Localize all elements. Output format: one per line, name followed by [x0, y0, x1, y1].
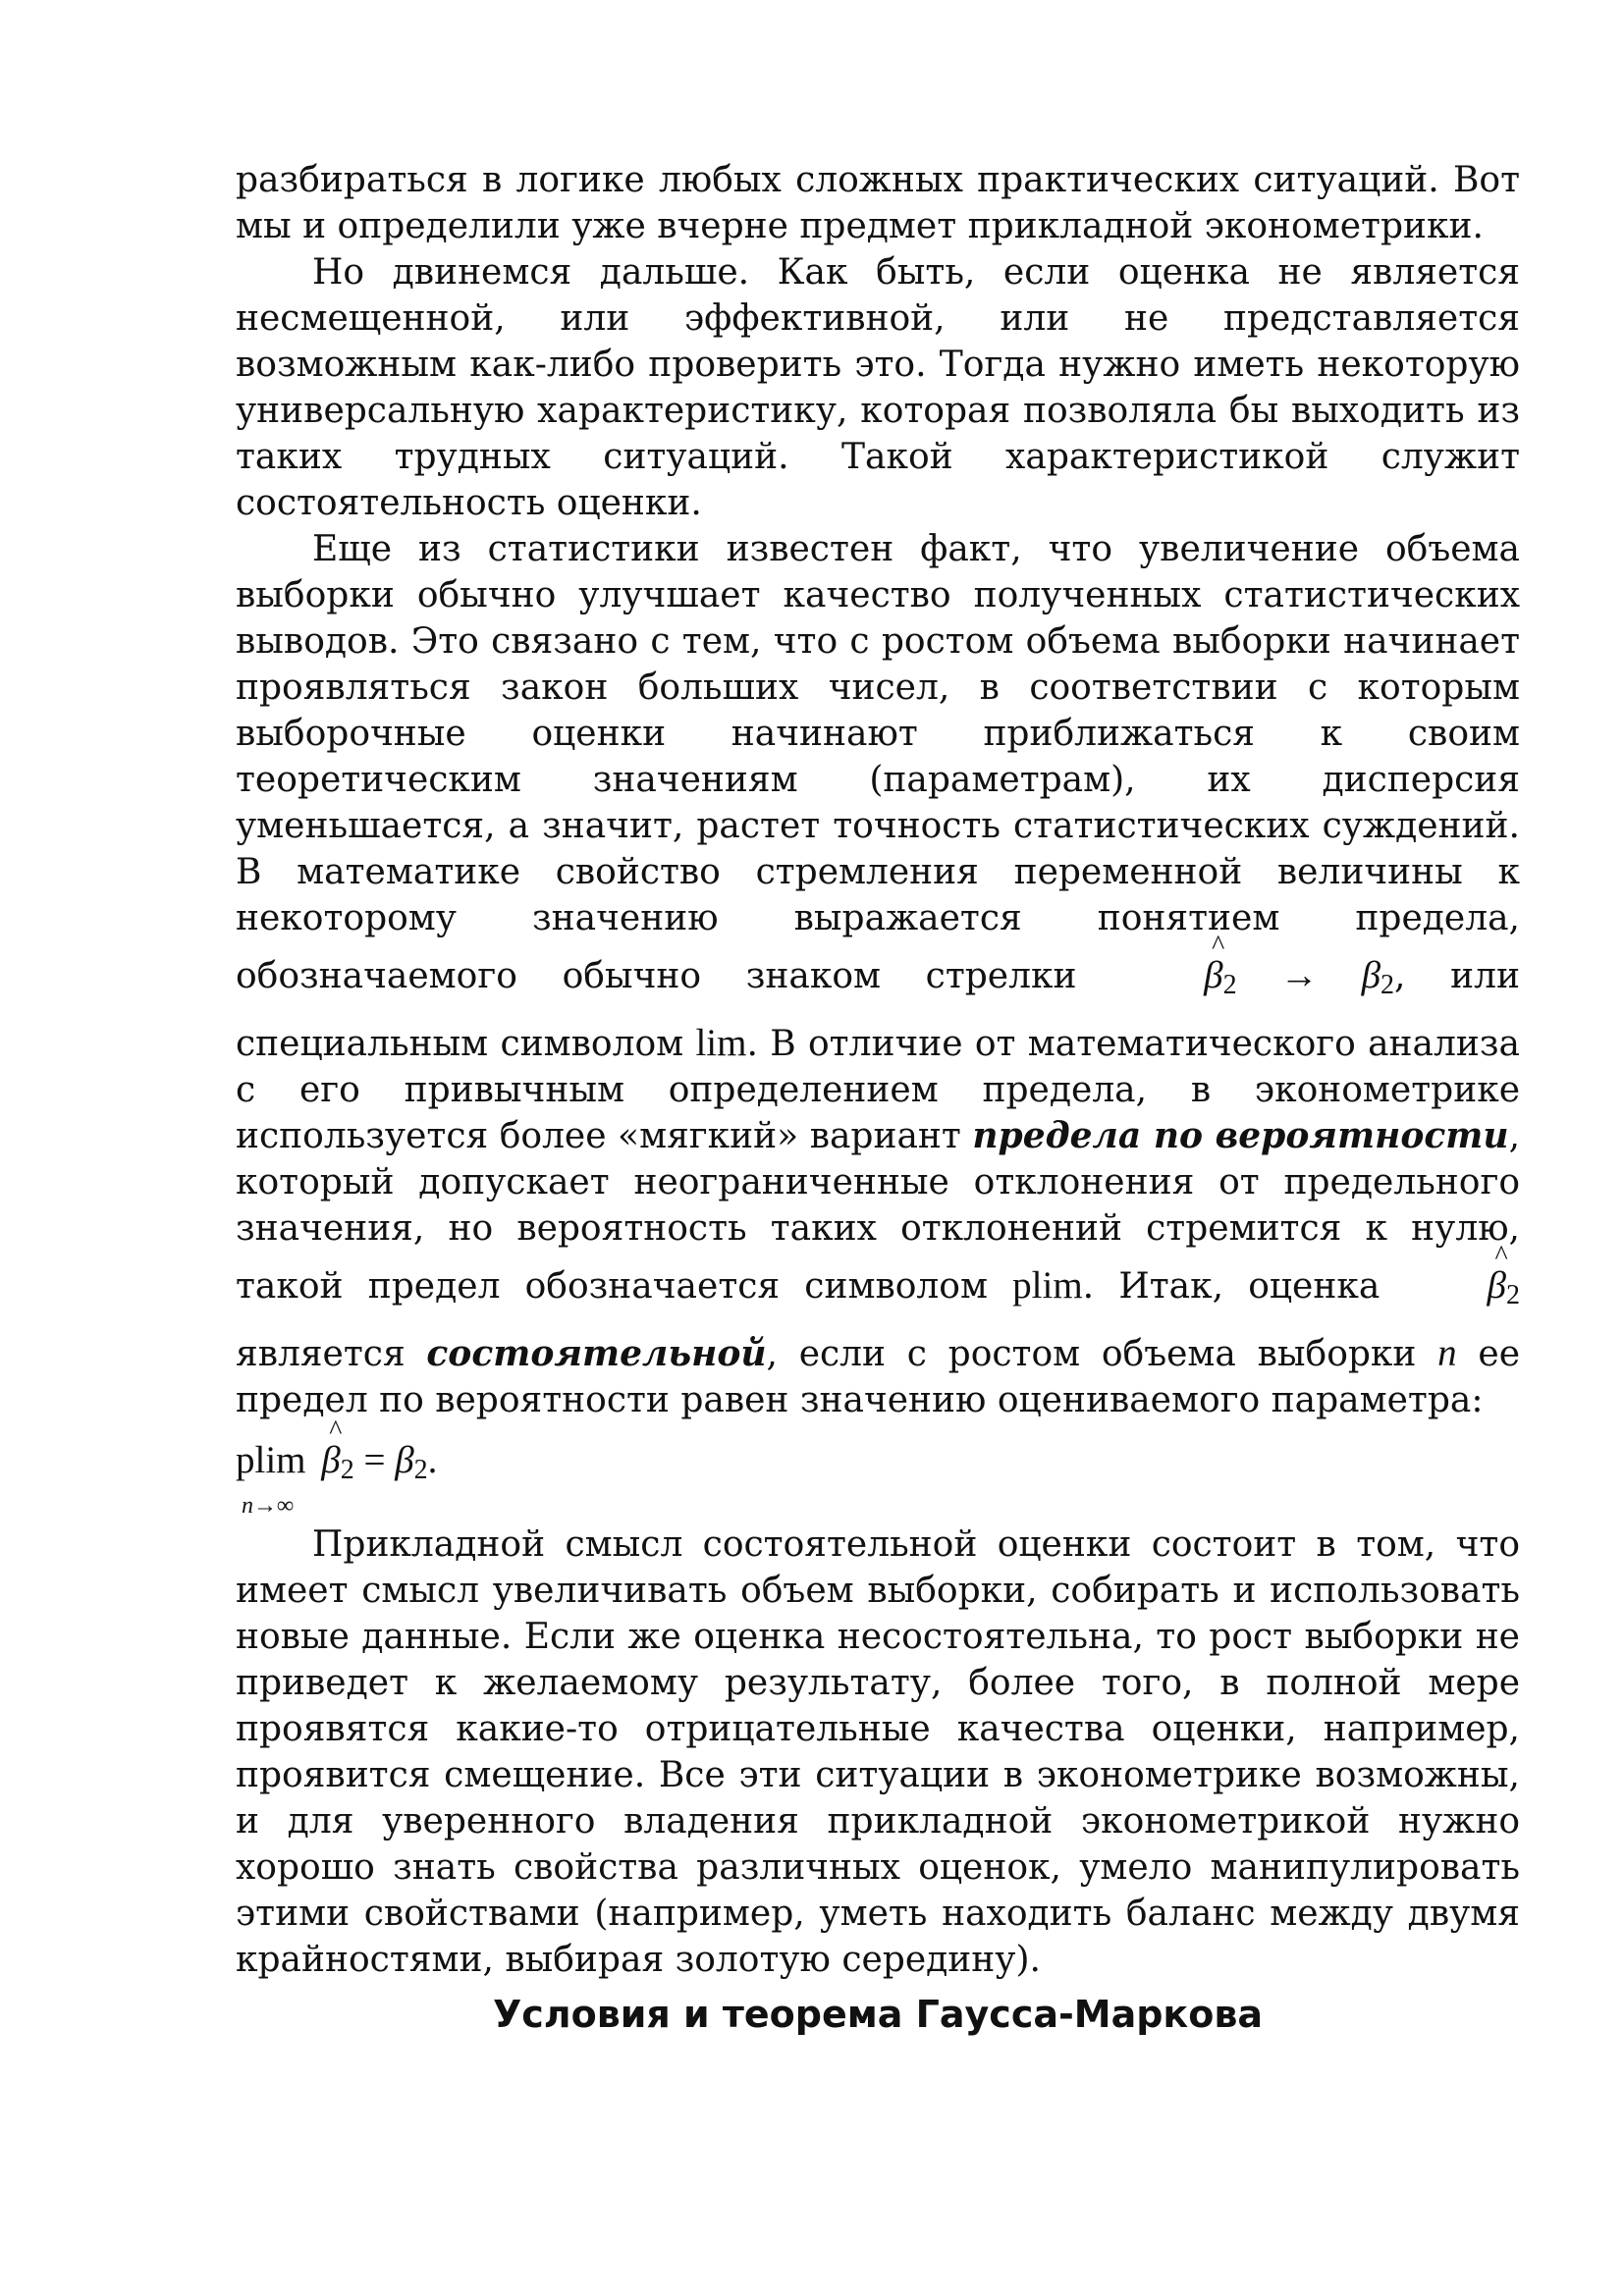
paragraph-4: Прикладной смысл состоятельной оценки состоит в том, что имеет смысл увеличивать объем выборки, собирать и использовать новые данные. Если же оценка несостоятельна, то рост выборки не приведет к желаемому результату, более того, в полной мере проявятся какие-то отрицательные качества оценки, например, проявится смещение. Все эти ситуации в эконометрике возможны, и для уверенного владения прикладной эконометрикой нужно хорошо знать свойства различных оценок, умело манипулировать этими свойствами (например, уметь находить баланс между двумя крайностями, выбирая золотую середину).: [236, 1524, 1520, 1980]
formula-beta-hat-arrow: ^ β2 → β2: [1204, 931, 1395, 1000]
paragraph-3: [236, 526, 1520, 1423]
paragraph-3-text-g: , если с ростом объема выборки: [766, 1334, 1417, 1374]
formula-limit-subscript: n→∞: [242, 1493, 295, 1519]
term-consistent: состоятельной: [426, 1333, 767, 1374]
formula-plim: plim: [1012, 1264, 1083, 1307]
document-body: [236, 157, 1520, 1983]
formula-n: n: [1437, 1332, 1457, 1374]
formula-plim-block: plim ^ β2 = β2. n→∞: [236, 1423, 1520, 1522]
formula-plim-label: plim: [236, 1439, 306, 1481]
formula-beta-hat: ^ β2: [1487, 1241, 1520, 1310]
section-heading: Условия и теорема Гаусса-Маркова: [492, 1993, 1264, 2036]
term-probability-limit: предела по вероятности: [972, 1115, 1509, 1156]
paragraph-3-text-d: , который допускает неограниченные отклонения от предельного значения, но вероятность таких отклонений стремится к нулю, такой предел обозначается символом: [236, 1116, 1521, 1307]
paragraph-1: разбираться в логике любых сложных практических ситуаций. Вот мы и определили уже вчерне предмет прикладной эконометрики.: [236, 160, 1520, 246]
formula-lim: lim: [695, 1022, 747, 1064]
paragraph-3-text-h: ее предел по вероятности равен значению оцениваемого параметра:: [236, 1334, 1520, 1420]
paragraph-3-text-c: . В отличие от математического анализа с его привычным определением предела, в эконометрике используется более «мягкий» вариант: [236, 1024, 1520, 1156]
paragraph-3-text-a: Еще из статистики известен факт, что увеличение объема выборки обычно улучшает качество полученных статистических выводов. Это связано с тем, что с ростом объема выборки начинает проявляться закон больших чисел, в соответствии с которым выборочные оценки начинают приближаться к своим теоретическим значениям (параметрам), их дисперсия уменьшается, а значит, растет точность статистических суждений. В математике свойство стремления переменной величины к некоторому значению выражается понятием предела, обозначаемого обычно знаком стрелки: [236, 529, 1520, 996]
paragraph-2: Но двинемся дальше. Как быть, если оценка не является несмещенной, или эффективной, или не представляется возможным как-либо проверить это. Тогда нужно иметь некоторую универсальную характеристику, которая позволяла бы выходить из таких трудных ситуаций. Такой характеристикой служит состоятельность оценки.: [236, 252, 1520, 523]
paragraph-3-text-b: , или специальным символом: [236, 956, 1520, 1064]
paragraph-3-text-e: . Итак, оценка: [1082, 1266, 1380, 1307]
paragraph-3-text-f: является: [236, 1334, 406, 1374]
